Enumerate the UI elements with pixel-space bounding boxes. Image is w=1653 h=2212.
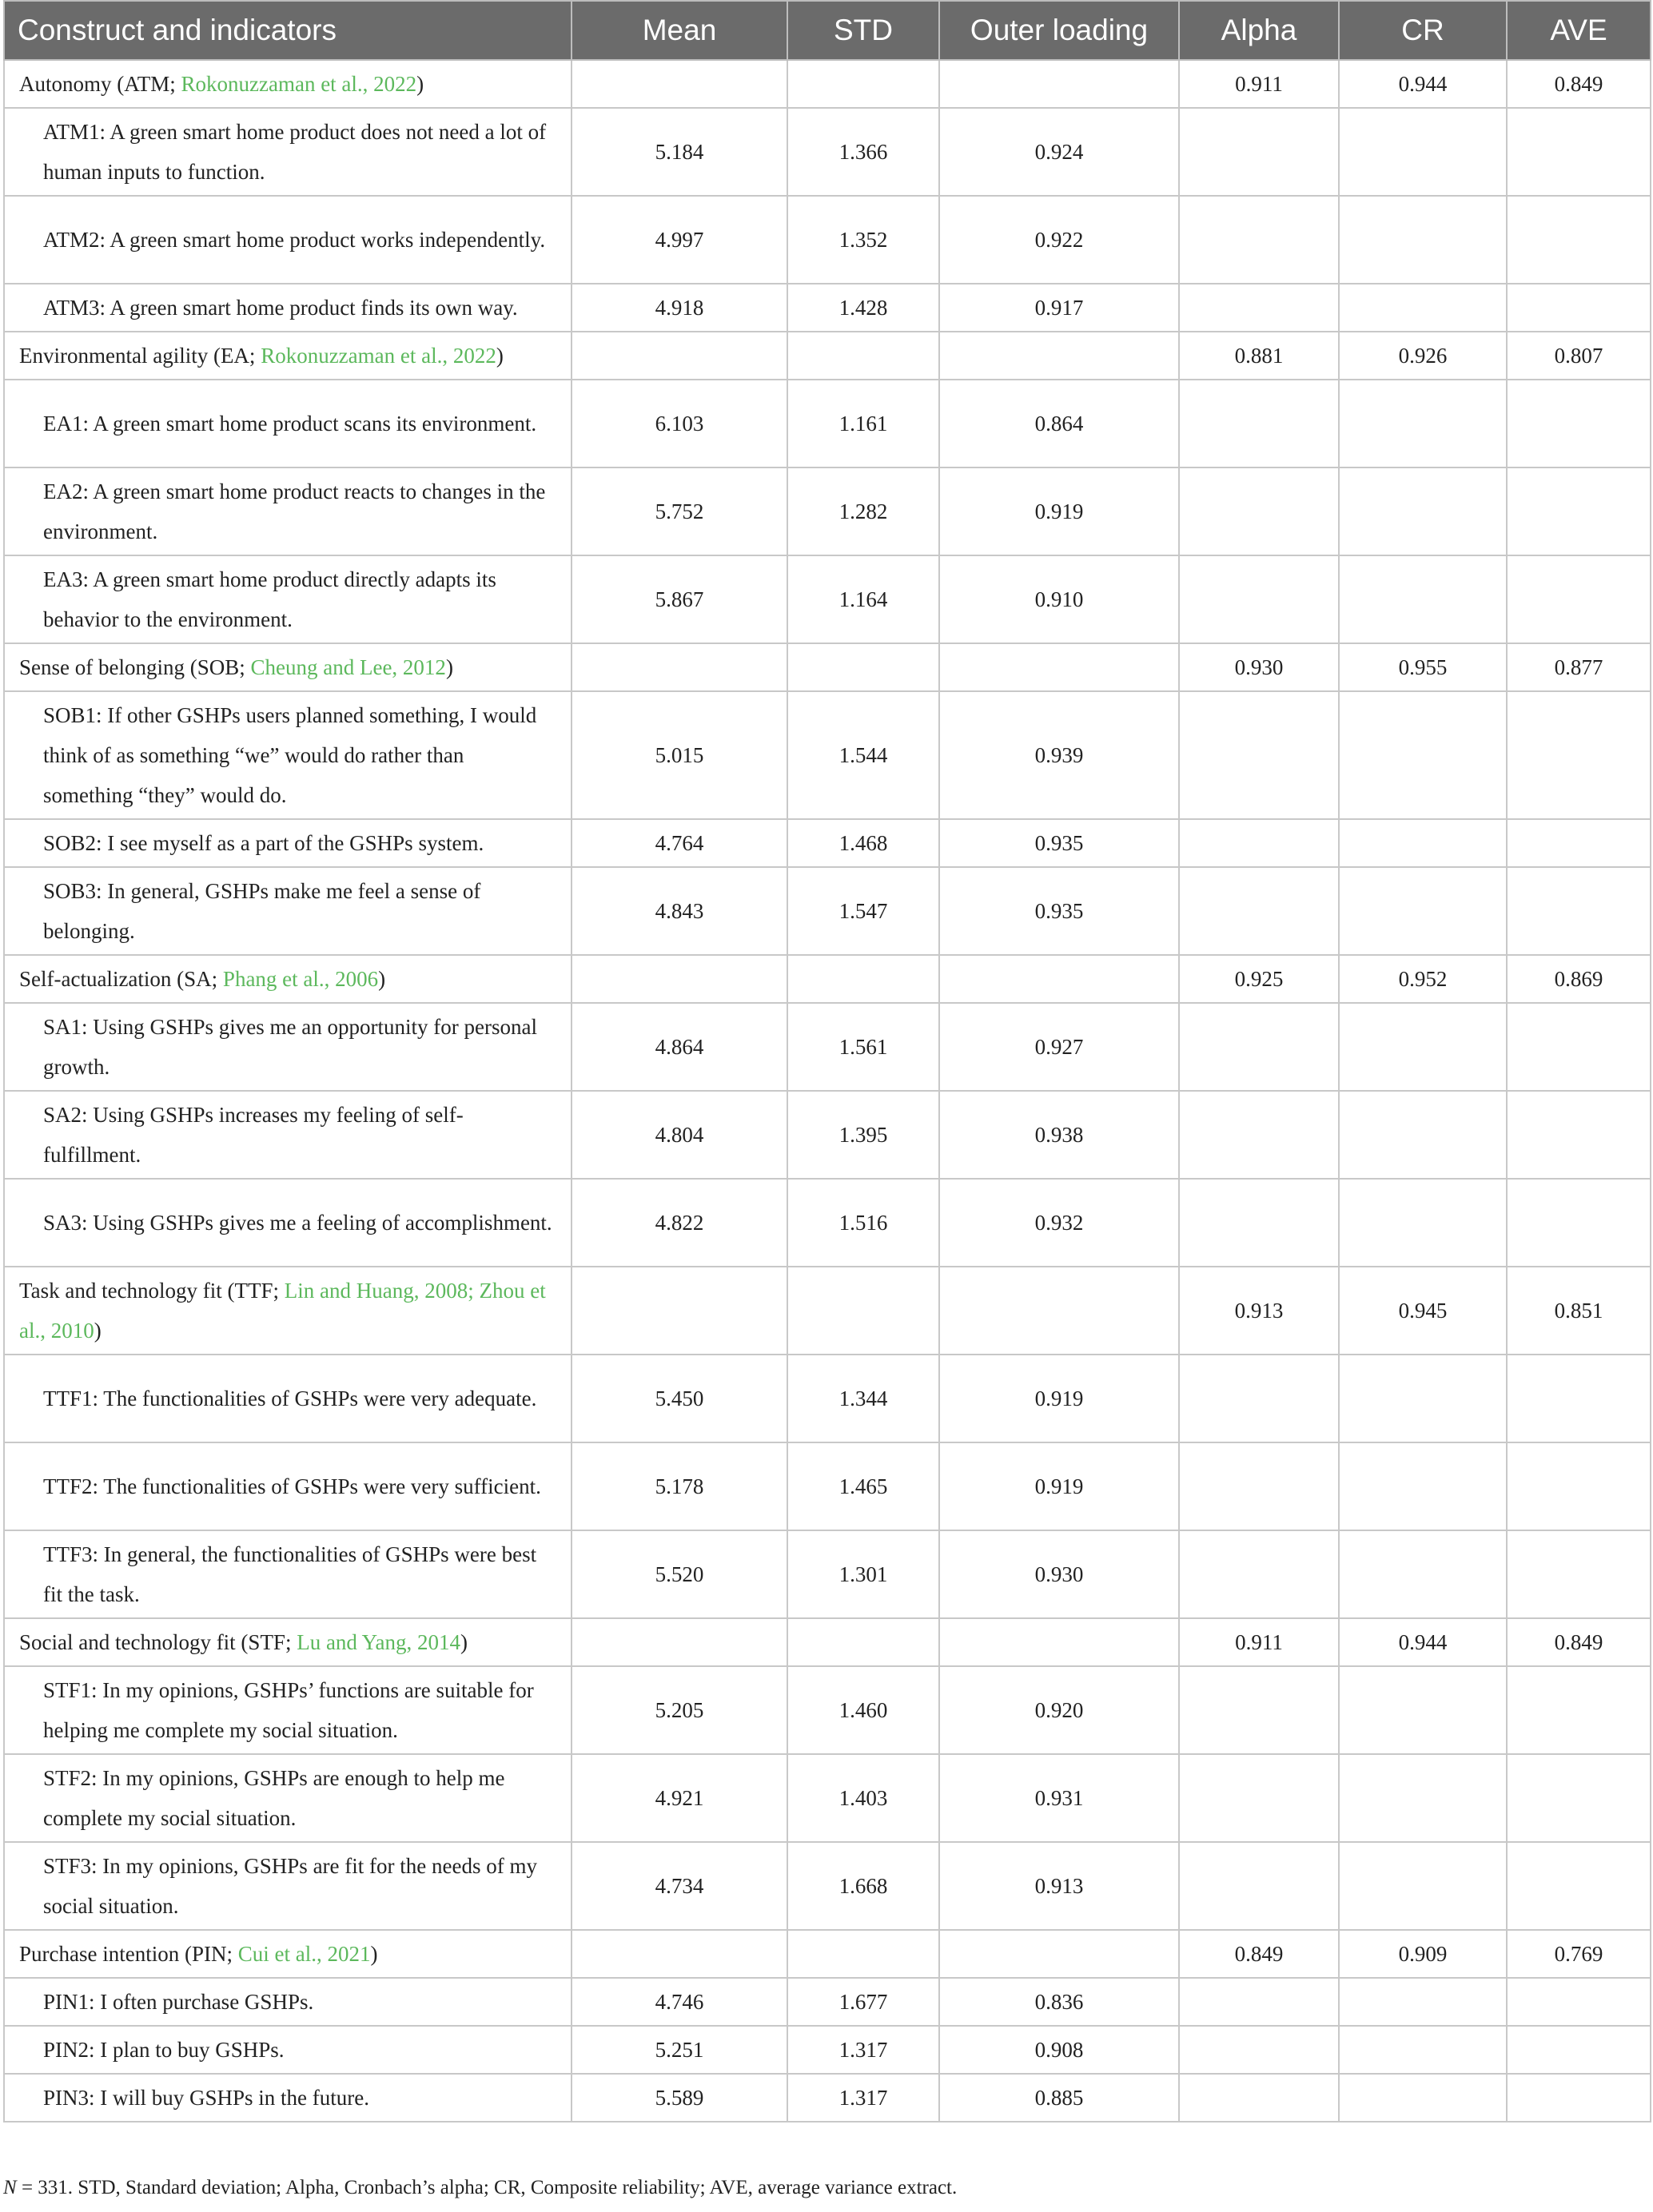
construct-cr: 0.952 <box>1339 955 1507 1003</box>
indicator-row <box>4 819 1651 867</box>
construct-label-end: ) <box>378 967 386 991</box>
indicator-ave-empty <box>1507 196 1651 284</box>
indicator-row <box>4 1442 1651 1530</box>
indicator-cr-empty <box>1339 380 1507 467</box>
construct-label: Purchase intention (PIN; <box>19 1942 238 1966</box>
indicator-text: PIN1: I often purchase GSHPs. <box>4 1978 572 2026</box>
indicator-ave-empty <box>1507 380 1651 467</box>
construct-row <box>4 1267 1651 1355</box>
indicator-text: STF3: In my opinions, GSHPs are fit for the needs of my social situation. <box>4 1842 572 1930</box>
construct-ave: 0.849 <box>1507 1618 1651 1666</box>
construct-loading-empty <box>939 332 1179 380</box>
indicator-text: PIN3: I will buy GSHPs in the future. <box>4 2074 572 2122</box>
indicator-ave-empty <box>1507 1091 1651 1179</box>
construct-citation: Rokonuzzaman et al., 2022 <box>181 72 417 96</box>
indicator-alpha-empty <box>1179 380 1339 467</box>
construct-alpha: 0.925 <box>1179 955 1339 1003</box>
indicator-text: PIN2: I plan to buy GSHPs. <box>4 2026 572 2074</box>
construct-ave: 0.769 <box>1507 1930 1651 1978</box>
indicator-text: EA1: A green smart home product scans its environment. <box>4 380 572 467</box>
indicator-loading: 0.919 <box>939 467 1179 555</box>
construct-citation: Lin and Huang, 2008; Zhou et al., 2010 <box>19 1279 546 1343</box>
indicator-row <box>4 108 1651 196</box>
indicator-ave-empty <box>1507 1179 1651 1267</box>
indicator-row <box>4 691 1651 819</box>
indicator-row <box>4 1754 1651 1842</box>
indicator-mean: 6.103 <box>572 380 787 467</box>
indicator-mean: 5.520 <box>572 1530 787 1618</box>
construct-ave: 0.807 <box>1507 332 1651 380</box>
construct-cr: 0.944 <box>1339 60 1507 108</box>
indicator-text: TTF1: The functionalities of GSHPs were very adequate. <box>4 1355 572 1442</box>
indicator-row <box>4 284 1651 332</box>
indicator-cr-empty <box>1339 2026 1507 2074</box>
table-footnote <box>3 2177 957 2199</box>
indicator-cr-empty <box>1339 1003 1507 1091</box>
indicator-alpha-empty <box>1179 196 1339 284</box>
construct-std-empty <box>787 1618 939 1666</box>
indicator-cr-empty <box>1339 1179 1507 1267</box>
indicator-std: 1.516 <box>787 1179 939 1267</box>
indicator-mean: 5.867 <box>572 555 787 643</box>
construct-label: Task and technology fit (TTF; <box>19 1279 285 1303</box>
construct-row <box>4 1618 1651 1666</box>
measurement-table <box>3 0 1651 2122</box>
indicator-cr-empty <box>1339 284 1507 332</box>
indicator-std: 1.668 <box>787 1842 939 1930</box>
indicator-alpha-empty <box>1179 1666 1339 1754</box>
indicator-alpha-empty <box>1179 108 1339 196</box>
indicator-loading: 0.930 <box>939 1530 1179 1618</box>
indicator-ave-empty <box>1507 2074 1651 2122</box>
indicator-mean: 5.015 <box>572 691 787 819</box>
construct-label-end: ) <box>445 655 453 679</box>
header-ave: AVE <box>1507 1 1651 60</box>
indicator-text: TTF3: In general, the functionalities of GSHPs were best fit the task. <box>4 1530 572 1618</box>
indicator-ave-empty <box>1507 1003 1651 1091</box>
indicator-mean: 4.918 <box>572 284 787 332</box>
indicator-loading: 0.864 <box>939 380 1179 467</box>
indicator-loading: 0.920 <box>939 1666 1179 1754</box>
construct-citation: Rokonuzzaman et al., 2022 <box>261 344 496 368</box>
construct-alpha: 0.930 <box>1179 643 1339 691</box>
construct-std-empty <box>787 332 939 380</box>
indicator-text: ATM1: A green smart home product does not need a lot of human inputs to function. <box>4 108 572 196</box>
indicator-std: 1.344 <box>787 1355 939 1442</box>
indicator-ave-empty <box>1507 691 1651 819</box>
indicator-alpha-empty <box>1179 284 1339 332</box>
indicator-loading: 0.922 <box>939 196 1179 284</box>
indicator-mean: 5.251 <box>572 2026 787 2074</box>
indicator-cr-empty <box>1339 1754 1507 1842</box>
indicator-ave-empty <box>1507 1842 1651 1930</box>
indicator-text: SA1: Using GSHPs gives me an opportunity for personal growth. <box>4 1003 572 1091</box>
indicator-loading: 0.927 <box>939 1003 1179 1091</box>
indicator-std: 1.465 <box>787 1442 939 1530</box>
indicator-row <box>4 1179 1651 1267</box>
construct-alpha: 0.913 <box>1179 1267 1339 1355</box>
indicator-loading: 0.908 <box>939 2026 1179 2074</box>
indicator-mean: 4.804 <box>572 1091 787 1179</box>
construct-cr: 0.944 <box>1339 1618 1507 1666</box>
indicator-std: 1.164 <box>787 555 939 643</box>
construct-loading-empty <box>939 955 1179 1003</box>
indicator-cr-empty <box>1339 1666 1507 1754</box>
construct-std-empty <box>787 955 939 1003</box>
indicator-std: 1.544 <box>787 691 939 819</box>
indicator-loading: 0.913 <box>939 1842 1179 1930</box>
indicator-alpha-empty <box>1179 819 1339 867</box>
construct-loading-empty <box>939 643 1179 691</box>
indicator-std: 1.428 <box>787 284 939 332</box>
indicator-alpha-empty <box>1179 2026 1339 2074</box>
indicator-row <box>4 867 1651 955</box>
indicator-cr-empty <box>1339 819 1507 867</box>
indicator-std: 1.161 <box>787 380 939 467</box>
indicator-cr-empty <box>1339 1978 1507 2026</box>
construct-label: Autonomy (ATM; <box>19 72 181 96</box>
indicator-text: SOB2: I see myself as a part of the GSHPs system. <box>4 819 572 867</box>
construct-cr: 0.909 <box>1339 1930 1507 1978</box>
indicator-std: 1.395 <box>787 1091 939 1179</box>
construct-alpha: 0.849 <box>1179 1930 1339 1978</box>
construct-row <box>4 1930 1651 1978</box>
indicator-loading: 0.919 <box>939 1442 1179 1530</box>
indicator-std: 1.352 <box>787 196 939 284</box>
construct-cr: 0.955 <box>1339 643 1507 691</box>
indicator-loading: 0.917 <box>939 284 1179 332</box>
indicator-alpha-empty <box>1179 1442 1339 1530</box>
construct-mean-empty <box>572 1930 787 1978</box>
construct-mean-empty <box>572 955 787 1003</box>
indicator-mean: 4.843 <box>572 867 787 955</box>
indicator-cr-empty <box>1339 1091 1507 1179</box>
indicator-alpha-empty <box>1179 467 1339 555</box>
construct-row <box>4 955 1651 1003</box>
indicator-row <box>4 1091 1651 1179</box>
indicator-cr-empty <box>1339 867 1507 955</box>
indicator-row <box>4 1666 1651 1754</box>
indicator-row <box>4 380 1651 467</box>
indicator-mean: 5.178 <box>572 1442 787 1530</box>
construct-name <box>4 1618 572 1666</box>
indicator-alpha-empty <box>1179 1530 1339 1618</box>
indicator-std: 1.366 <box>787 108 939 196</box>
construct-name <box>4 60 572 108</box>
construct-ave: 0.851 <box>1507 1267 1651 1355</box>
indicator-mean: 5.205 <box>572 1666 787 1754</box>
indicator-loading: 0.935 <box>939 819 1179 867</box>
construct-label: Self-actualization (SA; <box>19 967 223 991</box>
construct-alpha: 0.881 <box>1179 332 1339 380</box>
indicator-text: SOB3: In general, GSHPs make me feel a sense of belonging. <box>4 867 572 955</box>
construct-loading-empty <box>939 1267 1179 1355</box>
construct-label-end: ) <box>416 72 424 96</box>
indicator-ave-empty <box>1507 819 1651 867</box>
construct-loading-empty <box>939 1618 1179 1666</box>
indicator-ave-empty <box>1507 2026 1651 2074</box>
indicator-cr-empty <box>1339 1842 1507 1930</box>
construct-row <box>4 332 1651 380</box>
construct-label-end: ) <box>370 1942 378 1966</box>
indicator-loading: 0.910 <box>939 555 1179 643</box>
indicator-mean: 4.746 <box>572 1978 787 2026</box>
indicator-cr-empty <box>1339 691 1507 819</box>
construct-std-empty <box>787 1267 939 1355</box>
indicator-text: ATM3: A green smart home product finds its own way. <box>4 284 572 332</box>
indicator-loading: 0.931 <box>939 1754 1179 1842</box>
indicator-text: EA3: A green smart home product directly adapts its behavior to the environment. <box>4 555 572 643</box>
indicator-alpha-empty <box>1179 1754 1339 1842</box>
indicator-loading: 0.919 <box>939 1355 1179 1442</box>
indicator-ave-empty <box>1507 1754 1651 1842</box>
construct-cr: 0.926 <box>1339 332 1507 380</box>
construct-cr: 0.945 <box>1339 1267 1507 1355</box>
indicator-std: 1.677 <box>787 1978 939 2026</box>
indicator-loading: 0.938 <box>939 1091 1179 1179</box>
construct-std-empty <box>787 643 939 691</box>
indicator-row <box>4 1355 1651 1442</box>
indicator-loading: 0.885 <box>939 2074 1179 2122</box>
indicator-ave-empty <box>1507 1978 1651 2026</box>
construct-label: Social and technology fit (STF; <box>19 1630 297 1654</box>
indicator-alpha-empty <box>1179 867 1339 955</box>
indicator-std: 1.547 <box>787 867 939 955</box>
indicator-loading: 0.932 <box>939 1179 1179 1267</box>
indicator-cr-empty <box>1339 1355 1507 1442</box>
indicator-cr-empty <box>1339 467 1507 555</box>
indicator-mean: 5.589 <box>572 2074 787 2122</box>
indicator-cr-empty <box>1339 555 1507 643</box>
indicator-std: 1.301 <box>787 1530 939 1618</box>
indicator-alpha-empty <box>1179 1842 1339 1930</box>
indicator-std: 1.317 <box>787 2074 939 2122</box>
construct-alpha: 0.911 <box>1179 60 1339 108</box>
indicator-mean: 5.450 <box>572 1355 787 1442</box>
indicator-cr-empty <box>1339 1442 1507 1530</box>
indicator-row <box>4 1003 1651 1091</box>
indicator-cr-empty <box>1339 2074 1507 2122</box>
indicator-mean: 4.864 <box>572 1003 787 1091</box>
indicator-alpha-empty <box>1179 2074 1339 2122</box>
indicator-ave-empty <box>1507 1355 1651 1442</box>
header-alpha: Alpha <box>1179 1 1339 60</box>
indicator-row <box>4 1842 1651 1930</box>
indicator-loading: 0.924 <box>939 108 1179 196</box>
indicator-mean: 4.822 <box>572 1179 787 1267</box>
indicator-ave-empty <box>1507 284 1651 332</box>
construct-label-end: ) <box>460 1630 468 1654</box>
footnote-n-symbol: N <box>3 2177 17 2198</box>
indicator-mean: 4.997 <box>572 196 787 284</box>
indicator-mean: 5.752 <box>572 467 787 555</box>
indicator-alpha-empty <box>1179 555 1339 643</box>
construct-loading-empty <box>939 60 1179 108</box>
indicator-row <box>4 1978 1651 2026</box>
indicator-text: TTF2: The functionalities of GSHPs were very sufficient. <box>4 1442 572 1530</box>
construct-ave: 0.849 <box>1507 60 1651 108</box>
indicator-cr-empty <box>1339 196 1507 284</box>
indicator-row <box>4 2026 1651 2074</box>
indicator-mean: 4.764 <box>572 819 787 867</box>
indicator-row <box>4 2074 1651 2122</box>
construct-loading-empty <box>939 1930 1179 1978</box>
indicator-loading: 0.939 <box>939 691 1179 819</box>
construct-mean-empty <box>572 1267 787 1355</box>
indicator-mean: 5.184 <box>572 108 787 196</box>
indicator-alpha-empty <box>1179 1003 1339 1091</box>
indicator-loading: 0.935 <box>939 867 1179 955</box>
indicator-row <box>4 467 1651 555</box>
indicator-ave-empty <box>1507 1530 1651 1618</box>
construct-mean-empty <box>572 60 787 108</box>
indicator-alpha-empty <box>1179 1978 1339 2026</box>
indicator-row <box>4 555 1651 643</box>
indicator-cr-empty <box>1339 108 1507 196</box>
indicator-text: SA2: Using GSHPs increases my feeling of self-fulfillment. <box>4 1091 572 1179</box>
indicator-text: STF2: In my opinions, GSHPs are enough to help me complete my social situation. <box>4 1754 572 1842</box>
indicator-std: 1.282 <box>787 467 939 555</box>
construct-name <box>4 955 572 1003</box>
construct-mean-empty <box>572 332 787 380</box>
construct-name <box>4 1930 572 1978</box>
construct-ave: 0.869 <box>1507 955 1651 1003</box>
construct-label: Environmental agility (EA; <box>19 344 261 368</box>
construct-citation: Lu and Yang, 2014 <box>297 1630 460 1654</box>
header-row <box>4 1 1651 60</box>
indicator-std: 1.317 <box>787 2026 939 2074</box>
indicator-ave-empty <box>1507 467 1651 555</box>
indicator-row <box>4 1530 1651 1618</box>
indicator-row <box>4 196 1651 284</box>
indicator-ave-empty <box>1507 1666 1651 1754</box>
indicator-cr-empty <box>1339 1530 1507 1618</box>
header-cr: CR <box>1339 1 1507 60</box>
construct-citation: Phang et al., 2006 <box>222 967 379 991</box>
indicator-std: 1.460 <box>787 1666 939 1754</box>
indicator-std: 1.403 <box>787 1754 939 1842</box>
construct-std-empty <box>787 60 939 108</box>
construct-label: Sense of belonging (SOB; <box>19 655 251 679</box>
indicator-text: STF1: In my opinions, GSHPs’ functions are suitable for helping me complete my social situation. <box>4 1666 572 1754</box>
indicator-std: 1.561 <box>787 1003 939 1091</box>
construct-mean-empty <box>572 1618 787 1666</box>
construct-name <box>4 1267 572 1355</box>
indicator-text: ATM2: A green smart home product works independently. <box>4 196 572 284</box>
indicator-ave-empty <box>1507 1442 1651 1530</box>
indicator-text: SA3: Using GSHPs gives me a feeling of accomplishment. <box>4 1179 572 1267</box>
construct-ave: 0.877 <box>1507 643 1651 691</box>
indicator-text: EA2: A green smart home product reacts to changes in the environment. <box>4 467 572 555</box>
construct-label-end: ) <box>496 344 504 368</box>
construct-label-end: ) <box>94 1319 102 1343</box>
construct-row <box>4 60 1651 108</box>
indicator-ave-empty <box>1507 867 1651 955</box>
indicator-alpha-empty <box>1179 1179 1339 1267</box>
construct-citation: Cheung and Lee, 2012 <box>250 655 446 679</box>
header-std: STD <box>787 1 939 60</box>
indicator-alpha-empty <box>1179 1091 1339 1179</box>
table-body <box>4 60 1651 2122</box>
indicator-alpha-empty <box>1179 1355 1339 1442</box>
construct-name <box>4 332 572 380</box>
indicator-loading: 0.836 <box>939 1978 1179 2026</box>
construct-mean-empty <box>572 643 787 691</box>
footnote-text: = 331. STD, Standard deviation; Alpha, Cronbach’s alpha; CR, Composite reliability; AVE, average variance extract. <box>16 2177 958 2198</box>
construct-name <box>4 643 572 691</box>
header-construct: Construct and indicators <box>4 1 572 60</box>
indicator-ave-empty <box>1507 555 1651 643</box>
construct-alpha: 0.911 <box>1179 1618 1339 1666</box>
construct-row <box>4 643 1651 691</box>
indicator-mean: 4.921 <box>572 1754 787 1842</box>
indicator-std: 1.468 <box>787 819 939 867</box>
construct-citation: Cui et al., 2021 <box>237 1942 371 1966</box>
construct-std-empty <box>787 1930 939 1978</box>
indicator-ave-empty <box>1507 108 1651 196</box>
indicator-alpha-empty <box>1179 691 1339 819</box>
indicator-text: SOB1: If other GSHPs users planned something, I would think of as something “we” would do rather than something “they” would do. <box>4 691 572 819</box>
header-mean: Mean <box>572 1 787 60</box>
indicator-mean: 4.734 <box>572 1842 787 1930</box>
header-outer-loading: Outer loading <box>939 1 1179 60</box>
